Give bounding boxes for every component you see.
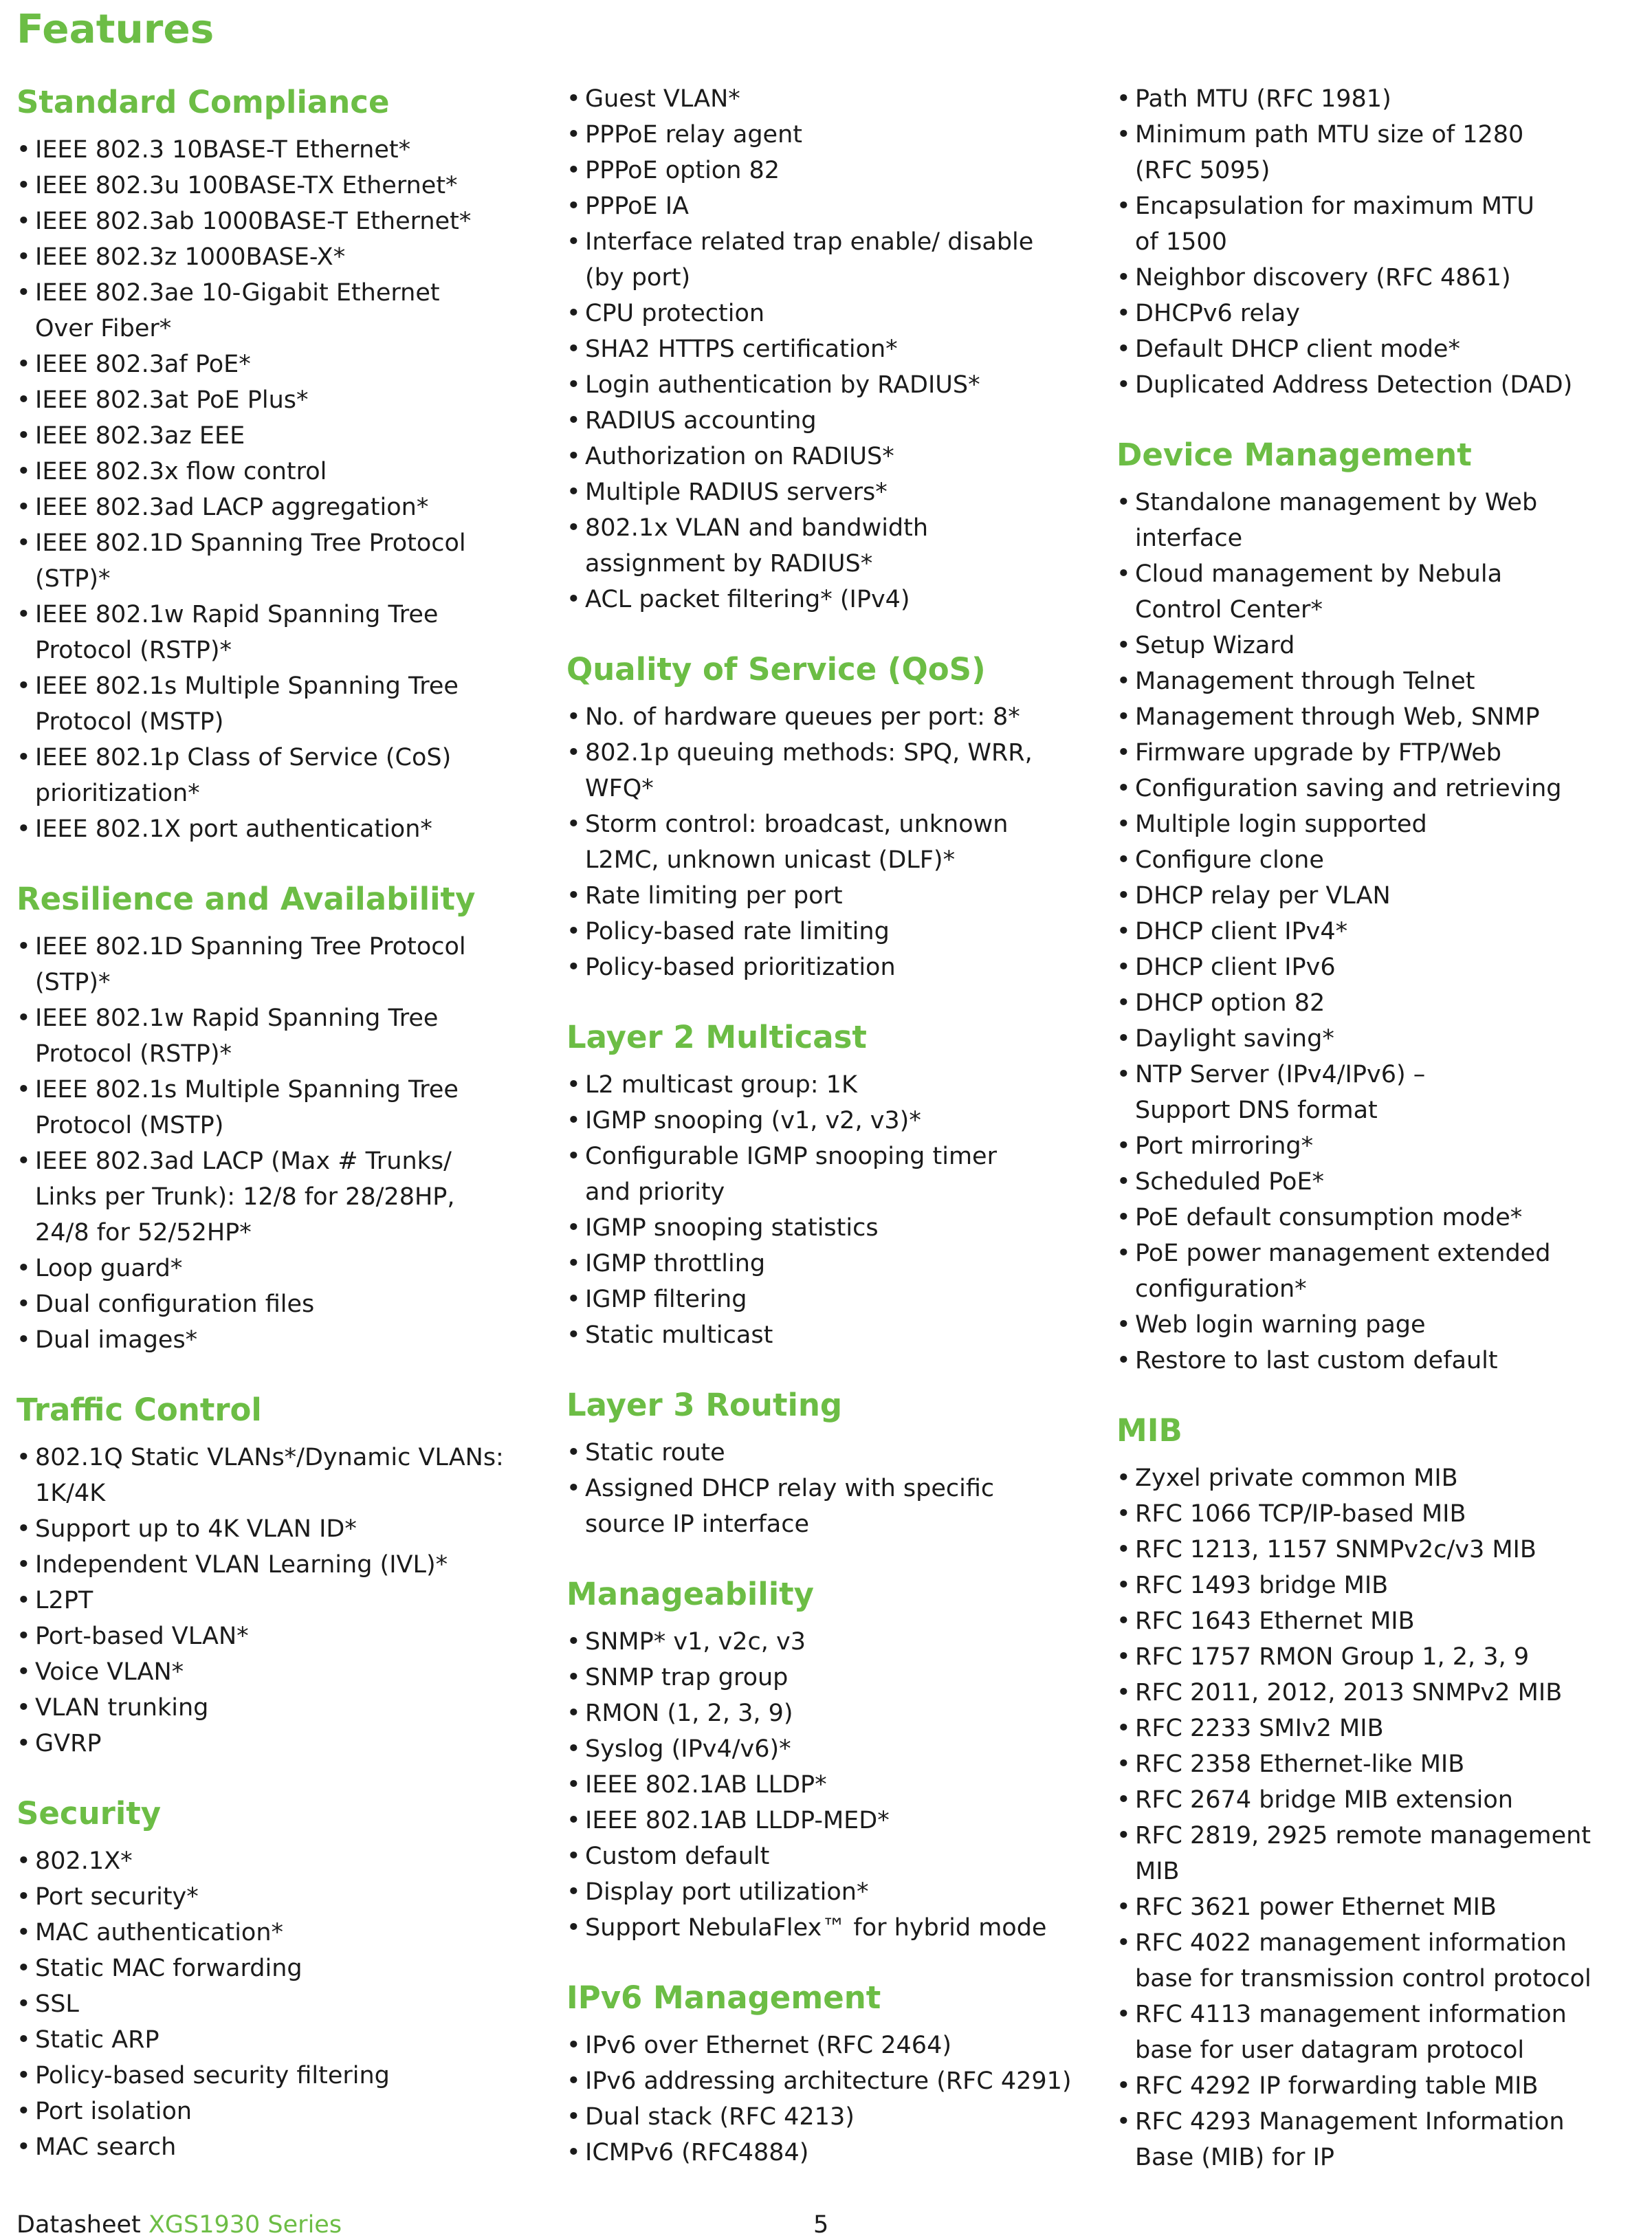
feature-item: • 802.1x VLAN and bandwidth assignment by RADIUS* [566, 510, 1089, 582]
feature-item: • 802.1Q Static VLANs*/Dynamic VLANs: 1K/4K [16, 1440, 539, 1511]
feature-item: • IEEE 802.1s Multiple Spanning Tree Protocol (MSTP) [16, 1072, 539, 1143]
feature-item: • ICMPv6 (RFC4884) [566, 2135, 1089, 2171]
feature-item: • Management through Telnet [1116, 663, 1639, 699]
feature-item: • ACL packet filtering* (IPv4) [566, 582, 1089, 617]
feature-item: • IGMP snooping statistics [566, 1210, 1089, 1246]
feature-item: • IEEE 802.1D Spanning Tree Protocol (STP)* [16, 525, 539, 597]
feature-item: • Configuration saving and retrieving [1116, 771, 1639, 806]
feature-list [1116, 81, 1639, 403]
feature-list [566, 2028, 1089, 2171]
section-title: MIB [1116, 1412, 1182, 1449]
feature-item: • No. of hardware queues per port: 8* [566, 699, 1089, 735]
feature-item: • Display port utilization* [566, 1874, 1089, 1910]
feature-item: • Dual stack (RFC 4213) [566, 2099, 1089, 2135]
feature-item: • Interface related trap enable/ disable (by port) [566, 224, 1089, 296]
feature-item: • Neighbor discovery (RFC 4861) [1116, 260, 1639, 296]
feature-item: • Policy-based security filtering [16, 2058, 539, 2094]
feature-item: • IEEE 802.3ae 10-Gigabit Ethernet Over Fiber* [16, 275, 539, 347]
section-title: Manageability [566, 1576, 814, 1612]
feature-item: • DHCP relay per VLAN [1116, 878, 1639, 914]
feature-item: • Port security* [16, 1879, 539, 1915]
feature-item: • SNMP* v1, v2c, v3 [566, 1624, 1089, 1660]
feature-item: • Guest VLAN* [566, 81, 1089, 117]
footer-product-name: XGS1930 Series [148, 2211, 342, 2239]
feature-item: • Configure clone [1116, 842, 1639, 878]
feature-item: • PPPoE option 82 [566, 153, 1089, 188]
feature-item: • Web login warning page [1116, 1307, 1639, 1343]
feature-item: • IEEE 802.3ab 1000BASE-T Ethernet* [16, 204, 539, 239]
feature-item: • RFC 2674 bridge MIB extension [1116, 1782, 1639, 1818]
feature-item: • RFC 2358 Ethernet-like MIB [1116, 1746, 1639, 1782]
feature-item: • RFC 2233 SMIv2 MIB [1116, 1711, 1639, 1746]
feature-item: • Minimum path MTU size of 1280 (RFC 5095) [1116, 117, 1639, 188]
feature-list [16, 132, 539, 847]
feature-item: • Default DHCP client mode* [1116, 331, 1639, 367]
feature-item: • RFC 4113 management information base for user datagram protocol [1116, 1997, 1639, 2068]
feature-item: • Static route [566, 1435, 1089, 1471]
feature-item: • RFC 1493 bridge MIB [1116, 1568, 1639, 1603]
feature-item: • SNMP trap group [566, 1660, 1089, 1695]
feature-item: • PoE power management extended configuration* [1116, 1236, 1639, 1307]
section-ipv6-continued [1116, 81, 1639, 403]
section-title: Quality of Service (QoS) [566, 651, 986, 688]
feature-item: • IEEE 802.1AB LLDP-MED* [566, 1803, 1089, 1838]
feature-item: • Management through Web, SNMP [1116, 699, 1639, 735]
feature-list [16, 1843, 539, 2165]
feature-item: • Support up to 4K VLAN ID* [16, 1511, 539, 1547]
feature-item: • Independent VLAN Learning (IVL)* [16, 1547, 539, 1583]
feature-list [566, 1435, 1089, 1542]
feature-item: • IPv6 over Ethernet (RFC 2464) [566, 2028, 1089, 2063]
feature-item: • RFC 3621 power Ethernet MIB [1116, 1889, 1639, 1925]
feature-item: • IEEE 802.3z 1000BASE-X* [16, 239, 539, 275]
feature-item: • DHCP client IPv4* [1116, 914, 1639, 949]
column-1 [16, 81, 539, 2196]
feature-item: • Path MTU (RFC 1981) [1116, 81, 1639, 117]
feature-list [566, 1067, 1089, 1353]
feature-item: • IGMP filtering [566, 1282, 1089, 1317]
section-layer2-multicast [566, 1016, 1089, 1353]
feature-item: • MAC authentication* [16, 1915, 539, 1951]
feature-item: • Duplicated Address Detection (DAD) [1116, 367, 1639, 403]
section-title: Traffic Control [16, 1392, 262, 1428]
feature-item: • RFC 4293 Management Information Base (MIB) for IP [1116, 2104, 1639, 2175]
page-title: Features [16, 6, 214, 52]
feature-item: • IPv6 addressing architecture (RFC 4291) [566, 2063, 1089, 2099]
feature-item: • RFC 1757 RMON Group 1, 2, 3, 9 [1116, 1639, 1639, 1675]
feature-item: • Voice VLAN* [16, 1654, 539, 1690]
feature-item: • IGMP throttling [566, 1246, 1089, 1282]
feature-item: • RFC 4022 management information base for transmission control protocol [1116, 1925, 1639, 1997]
feature-item: • Multiple login supported [1116, 806, 1639, 842]
feature-item: • SSL [16, 1986, 539, 2022]
feature-item: • RADIUS accounting [566, 403, 1089, 439]
feature-item: • IEEE 802.3az EEE [16, 418, 539, 454]
column-3 [1116, 81, 1639, 2206]
feature-item: • IEEE 802.3af PoE* [16, 347, 539, 382]
feature-item: • Dual configuration files [16, 1286, 539, 1322]
feature-item: • Policy-based prioritization [566, 949, 1089, 985]
feature-item: • IEEE 802.1AB LLDP* [566, 1767, 1089, 1803]
feature-item: • IEEE 802.3ad LACP (Max # Trunks/ Links per Trunk): 12/8 for 28/28HP, 24/8 for 52/52HP* [16, 1143, 539, 1251]
section-title: IPv6 Management [566, 1979, 881, 2016]
section-traffic-control [16, 1389, 539, 1761]
feature-item: • Port isolation [16, 2094, 539, 2129]
feature-list [1116, 1460, 1639, 2175]
section-mib [1116, 1409, 1639, 2175]
section-standard-compliance [16, 81, 539, 847]
feature-item: • Static multicast [566, 1317, 1089, 1353]
feature-item: • L2PT [16, 1583, 539, 1618]
feature-item: • L2 multicast group: 1K [566, 1067, 1089, 1103]
feature-item: • Rate limiting per port [566, 878, 1089, 914]
feature-item: • RMON (1, 2, 3, 9) [566, 1695, 1089, 1731]
feature-item: • Cloud management by Nebula Control Center* [1116, 556, 1639, 628]
feature-item: • RFC 1643 Ethernet MIB [1116, 1603, 1639, 1639]
feature-item: • Static ARP [16, 2022, 539, 2058]
feature-list [16, 929, 539, 1358]
feature-item: • GVRP [16, 1726, 539, 1761]
feature-item: • IGMP snooping (v1, v2, v3)* [566, 1103, 1089, 1139]
feature-item: • IEEE 802.1s Multiple Spanning Tree Protocol (MSTP) [16, 668, 539, 740]
feature-item: • PPPoE IA [566, 188, 1089, 224]
section-manageability [566, 1573, 1089, 1946]
feature-item: • IEEE 802.3at PoE Plus* [16, 382, 539, 418]
section-security-continued [566, 81, 1089, 617]
section-title: Layer 3 Routing [566, 1387, 843, 1423]
feature-item: • Loop guard* [16, 1251, 539, 1286]
feature-item: • Standalone management by Web interface [1116, 485, 1639, 556]
feature-item: • Port-based VLAN* [16, 1618, 539, 1654]
section-title: Security [16, 1795, 162, 1832]
section-resilience-availability [16, 878, 539, 1358]
feature-item: • Port mirroring* [1116, 1128, 1639, 1164]
section-layer3-routing [566, 1384, 1089, 1542]
feature-item: • Custom default [566, 1838, 1089, 1874]
feature-item: • MAC search [16, 2129, 539, 2165]
feature-item: • IEEE 802.3x flow control [16, 454, 539, 490]
section-ipv6-management [566, 1977, 1089, 2171]
feature-item: • Configurable IGMP snooping timer and priority [566, 1139, 1089, 1210]
feature-item: • CPU protection [566, 296, 1089, 331]
section-security [16, 1792, 539, 2165]
feature-item: • Storm control: broadcast, unknown L2MC, unknown unicast (DLF)* [566, 806, 1089, 878]
feature-item: • IEEE 802.1X port authentication* [16, 811, 539, 847]
feature-item: • Multiple RADIUS servers* [566, 474, 1089, 510]
page-number: 5 [813, 2211, 829, 2239]
feature-item: • Zyxel private common MIB [1116, 1460, 1639, 1496]
feature-item: • NTP Server (IPv4/IPv6) – Support DNS format [1116, 1057, 1639, 1128]
feature-item: • Firmware upgrade by FTP/Web [1116, 735, 1639, 771]
feature-item: • 802.1X* [16, 1843, 539, 1879]
feature-item: • IEEE 802.3ad LACP aggregation* [16, 490, 539, 525]
feature-item: • RFC 1213, 1157 SNMPv2c/v3 MIB [1116, 1532, 1639, 1568]
feature-item: • IEEE 802.1D Spanning Tree Protocol (STP)* [16, 929, 539, 1000]
feature-item: • RFC 4292 IP forwarding table MIB [1116, 2068, 1639, 2104]
feature-item: • Authorization on RADIUS* [566, 439, 1089, 474]
section-qos [566, 648, 1089, 985]
feature-list [566, 1624, 1089, 1946]
feature-item: • 802.1p queuing methods: SPQ, WRR, WFQ* [566, 735, 1089, 806]
feature-item: • Restore to last custom default [1116, 1343, 1639, 1379]
feature-item: • Support NebulaFlex™ for hybrid mode [566, 1910, 1089, 1946]
section-device-management [1116, 434, 1639, 1379]
feature-item: • VLAN trunking [16, 1690, 539, 1726]
feature-item: • Policy-based rate limiting [566, 914, 1089, 949]
feature-item: • IEEE 802.3 10BASE-T Ethernet* [16, 132, 539, 168]
feature-list [566, 81, 1089, 617]
feature-item: • RFC 2011, 2012, 2013 SNMPv2 MIB [1116, 1675, 1639, 1711]
feature-list [16, 1440, 539, 1761]
feature-item: • SHA2 HTTPS certification* [566, 331, 1089, 367]
feature-item: • Dual images* [16, 1322, 539, 1358]
feature-item: • PPPoE relay agent [566, 117, 1089, 153]
section-title: Resilience and Availability [16, 881, 476, 917]
feature-item: • DHCPv6 relay [1116, 296, 1639, 331]
feature-item: • Scheduled PoE* [1116, 1164, 1639, 1200]
feature-item: • RFC 1066 TCP/IP-based MIB [1116, 1496, 1639, 1532]
feature-item: • Assigned DHCP relay with specific source IP interface [566, 1471, 1089, 1542]
feature-item: • IEEE 802.1w Rapid Spanning Tree Protocol (RSTP)* [16, 1000, 539, 1072]
page-footer [16, 2210, 1639, 2240]
feature-item: • IEEE 802.1p Class of Service (CoS) prioritization* [16, 740, 539, 811]
section-title: Standard Compliance [16, 84, 390, 120]
section-title: Device Management [1116, 437, 1472, 473]
feature-item: • Login authentication by RADIUS* [566, 367, 1089, 403]
feature-item: • Setup Wizard [1116, 628, 1639, 663]
feature-item: • Daylight saving* [1116, 1021, 1639, 1057]
column-2 [566, 81, 1089, 2201]
feature-item: • Syslog (IPv4/v6)* [566, 1731, 1089, 1767]
feature-item: • IEEE 802.1w Rapid Spanning Tree Protocol (RSTP)* [16, 597, 539, 668]
footer-label: Datasheet [16, 2211, 141, 2239]
feature-list [566, 699, 1089, 985]
feature-list [1116, 485, 1639, 1379]
feature-item: • PoE default consumption mode* [1116, 1200, 1639, 1236]
feature-item: • DHCP client IPv6 [1116, 949, 1639, 985]
feature-item: • Static MAC forwarding [16, 1951, 539, 1986]
feature-item: • Encapsulation for maximum MTU of 1500 [1116, 188, 1639, 260]
section-title: Layer 2 Multicast [566, 1019, 867, 1055]
feature-item: • RFC 2819, 2925 remote management MIB [1116, 1818, 1639, 1889]
feature-item: • IEEE 802.3u 100BASE-TX Ethernet* [16, 168, 539, 204]
feature-item: • DHCP option 82 [1116, 985, 1639, 1021]
